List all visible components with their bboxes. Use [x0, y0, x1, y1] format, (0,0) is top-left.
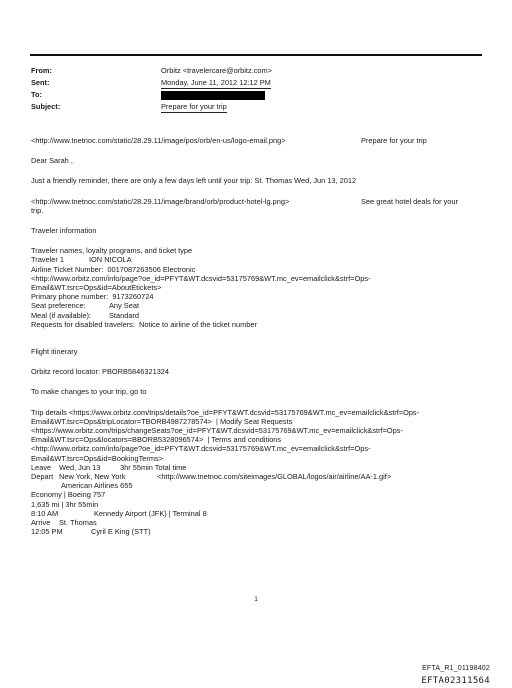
trip-links-6[interactable]: Email&WT.tsrc=Ops&id=BookingTerms> — [31, 453, 164, 463]
hotel-alt-text-2: trip. — [31, 205, 44, 215]
trip-links-4[interactable]: Email&WT.tsrc=Ops&locators=BBORB5328096574> | Terms and conditions — [31, 435, 282, 445]
page-number: 1 — [254, 596, 258, 603]
hotel-line — [31, 197, 481, 206]
leave-row — [31, 463, 481, 472]
meal-value: Standard — [109, 310, 139, 320]
to-label: To: — [31, 90, 42, 99]
cabin-aircraft: Economy | Boeing 757 — [31, 490, 106, 500]
subject-row — [31, 102, 481, 112]
arrive-row — [31, 518, 481, 527]
logo-line — [31, 136, 481, 145]
record-locator: Orbitz record locator: PBORB5846321324 — [31, 367, 170, 377]
seat-row — [31, 301, 481, 310]
logo-url[interactable]: <http://www.tnetnoc.com/static/28.29.11/image/pos/orb/en-us/logo-email.png> — [31, 136, 286, 145]
ticket-number: Airline Ticket Number: 0017087263506 Electronic — [31, 264, 196, 274]
flight-itinerary-heading: Flight itinerary — [31, 346, 78, 356]
arrive-city: St. Thomas — [59, 517, 97, 527]
trip-links-5[interactable]: <http://www.orbitz.com/info/page?oe_id=PFYT&WT.dcsvid=53175769&WT.mc_ev=emailclick&strf=Ops- — [31, 444, 371, 454]
from-value: Orbitz <travelercare@orbitz.com> — [161, 66, 273, 75]
meal-row — [31, 311, 481, 320]
footer-ref-1: EFTA_R1_01198402 — [422, 665, 490, 672]
about-url-2[interactable]: Email&WT.tsrc=Ops&id=AboutEtickets> — [31, 282, 162, 292]
depart-label: Depart — [31, 471, 54, 481]
hotel-alt-text: See great hotel deals for your — [361, 196, 458, 206]
airline-logo-url[interactable]: <http://www.tnetnoc.com/siteimages/GLOBAL/logos/air/airline/AA-1.gif> — [157, 471, 392, 481]
airline-flight: American Airlines 655 — [61, 481, 133, 491]
arrival-time-row — [31, 527, 481, 536]
traveler1-label: Traveler 1 — [31, 255, 64, 265]
sent-label: Sent: — [31, 78, 50, 87]
hotel-url[interactable]: <http://www.tnetnoc.com/static/28.29.11/image/brand/orb/product-hotel-lg.png> — [31, 196, 290, 206]
seat-label: Seat preference: — [31, 301, 86, 311]
trip-links-2[interactable]: Email&WT.tsrc=Ops&tripLocator=TBORB4987278574> | Modify Seat Requests — [31, 416, 293, 426]
departure-time: 8:10 AM — [31, 508, 59, 518]
distance-duration: 1,635 mi | 3hr 55min — [31, 499, 99, 509]
traveler1-row — [31, 255, 481, 264]
subject-value: Prepare for your trip — [161, 102, 227, 111]
phone-number: Primary phone number: 9173260724 — [31, 292, 154, 302]
leave-label: Leave — [31, 462, 52, 472]
arrive-label: Arrive — [31, 517, 51, 527]
header-rule — [30, 54, 482, 56]
logo-alt-text: Prepare for your trip — [361, 136, 427, 145]
airline-row — [31, 481, 481, 490]
from-row — [31, 66, 481, 76]
leave-date: Wed, Jun 13 — [59, 462, 101, 472]
about-url-1[interactable]: <http://www.orbitz.com/info/page?oe_id=PFYT&WT.dcsvid=53175769&WT.mc_ev=emailclick&strf=Ops- — [31, 273, 371, 283]
depart-row — [31, 472, 481, 481]
trip-links-3[interactable]: <https://www.orbitz.com/trips/changeSeats?oe_id=PFYT&WT.dcsvid=53175769&WT.mc_ev=emailclick&strf=Ops- — [31, 425, 403, 435]
arrival-time: 12:05 PM — [31, 527, 63, 537]
subject-label: Subject: — [31, 102, 61, 111]
traveler-names: Traveler names, loyalty programs, and ticket type — [31, 246, 193, 256]
depart-city: New York, New York — [59, 471, 126, 481]
greeting: Dear Sarah , — [31, 156, 73, 166]
trip-links-1[interactable]: Trip details <https://www.orbitz.com/trips/details?oe_id=PFYT&WT.dcsvid=53175769&WT.mc_ev=emailclick&strf=Ops- — [31, 407, 420, 417]
footer-ref-2: EFTA02311564 — [421, 676, 490, 686]
sent-row — [31, 78, 481, 88]
departure-time-row — [31, 509, 481, 518]
from-label: From: — [31, 66, 52, 75]
departure-airport: Kennedy Airport (JFK) | Terminal 8 — [94, 508, 207, 518]
redaction-block — [161, 91, 265, 100]
to-row — [31, 90, 481, 100]
traveler1-name: ION NICOLA — [89, 255, 132, 265]
to-value-redacted — [161, 90, 265, 100]
changes-intro: To make changes to your trip, go to — [31, 387, 147, 397]
traveler-info-heading: Traveler information — [31, 225, 97, 235]
meal-label: Meal (if available): — [31, 310, 91, 320]
disabled-requests: Requests for disabled travelers: Notice to airline of the ticket number — [31, 319, 257, 329]
leave-total: 3hr 55min Total time — [120, 462, 187, 472]
sent-value: Monday, June 11, 2012 12:12 PM — [161, 78, 271, 87]
seat-value: Any Seat — [109, 301, 139, 311]
email-body — [31, 136, 481, 536]
arrival-airport: Cyril E King (STT) — [91, 527, 151, 537]
reminder: Just a friendly reminder, there are only a few days left until your trip: St. Thomas Wed, Jun 13, 2012 — [31, 176, 357, 186]
